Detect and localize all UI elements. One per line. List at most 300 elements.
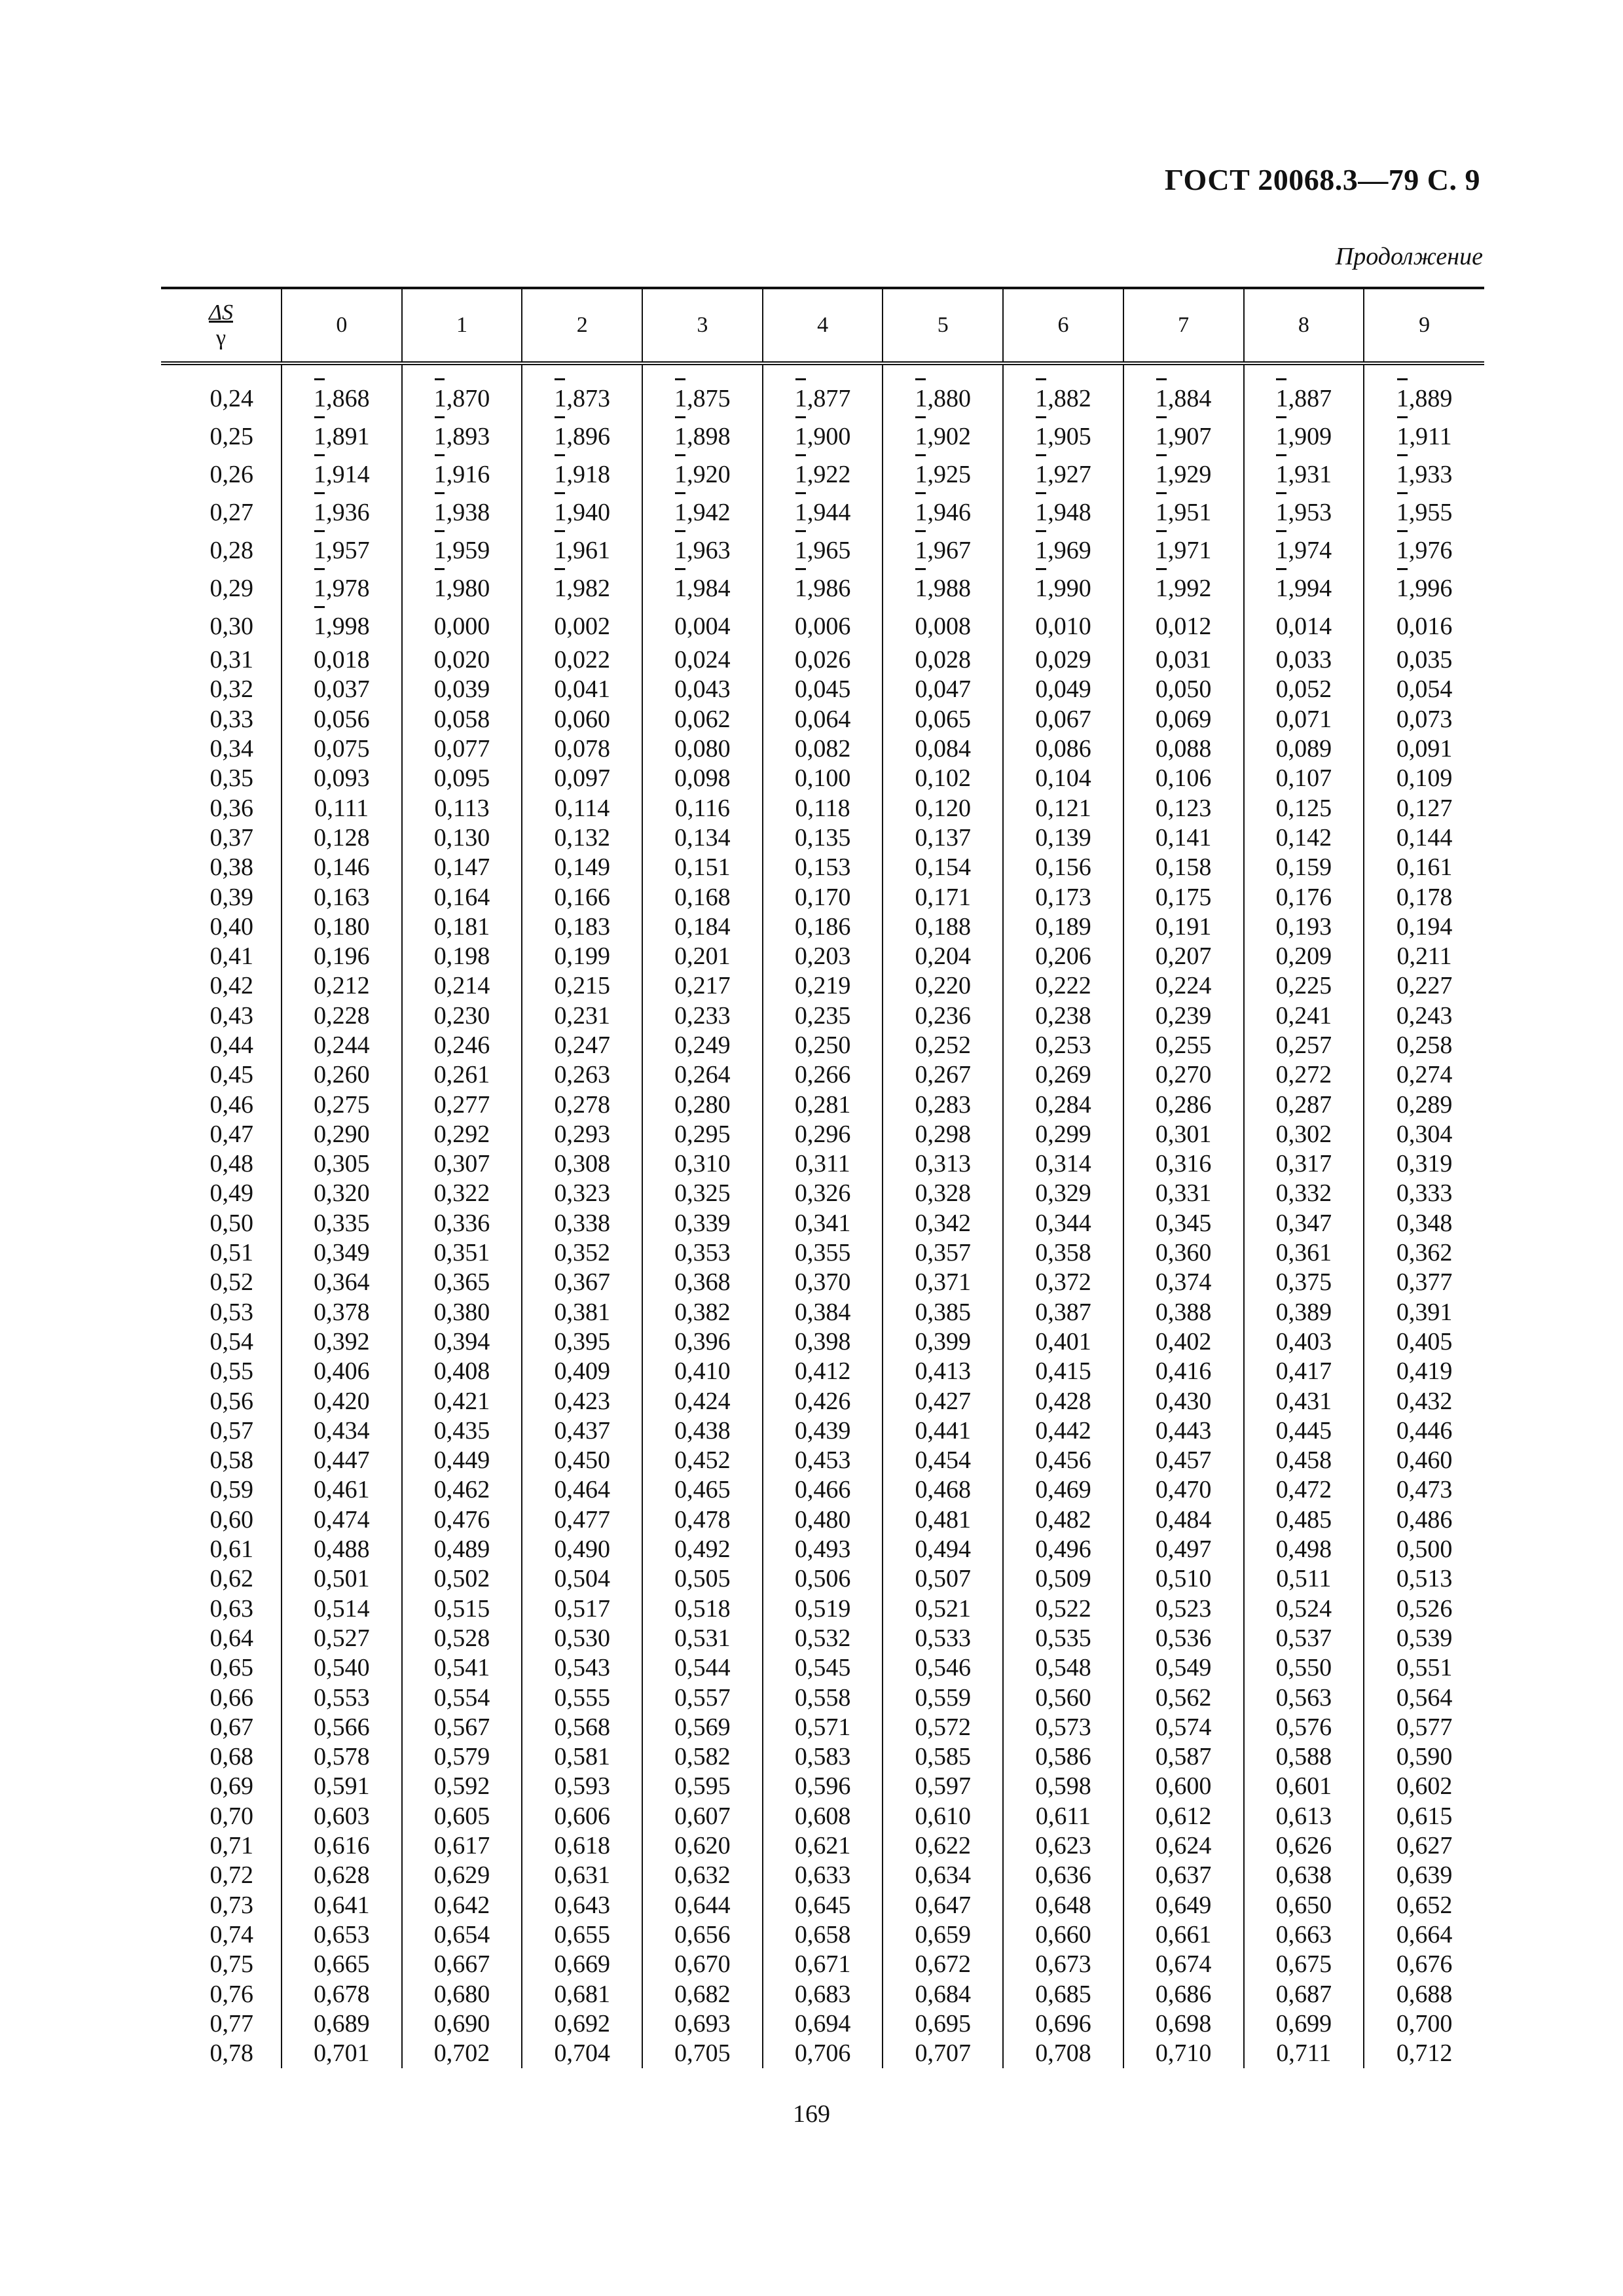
table-cell: 0,249 — [642, 1031, 763, 1060]
bar-digit: 1 — [554, 531, 566, 569]
table-cell: 1,893 — [402, 418, 522, 456]
table-cell: 0,020 — [402, 645, 522, 675]
table-cell: 0,372 — [1003, 1268, 1123, 1297]
table-cell: 0,168 — [642, 882, 763, 912]
table-cell: 0,401 — [1003, 1327, 1123, 1357]
table-cell: 0,490 — [522, 1535, 642, 1564]
table-row — [161, 1268, 1484, 1297]
row-label: 0,72 — [210, 1861, 253, 1890]
row-label: 0,52 — [210, 1268, 253, 1297]
table-row — [161, 1802, 1484, 1831]
table-row — [161, 1653, 1484, 1683]
table-cell: 1,944 — [763, 493, 883, 531]
table-cell: 0,510 — [1123, 1564, 1244, 1594]
table-cell: 1,887 — [1244, 363, 1364, 418]
table-row — [161, 853, 1484, 882]
table-cell: 0,435 — [402, 1416, 522, 1446]
table-cell: 0,252 — [883, 1031, 1003, 1060]
table-cell: 0,236 — [883, 1001, 1003, 1031]
table-cell: 0,641 — [282, 1890, 402, 1920]
table-cell: 0,012 — [1123, 607, 1244, 645]
row-label: 0,67 — [210, 1713, 253, 1741]
table-cell: 0,593 — [522, 1772, 642, 1801]
table-cell: 0,612 — [1123, 1802, 1244, 1831]
table-cell: 0,535 — [1003, 1624, 1123, 1653]
bar-digit: 1 — [434, 531, 447, 569]
table-row — [161, 493, 1484, 531]
table-row — [161, 1446, 1484, 1475]
table-cell: 0,511 — [1244, 1564, 1364, 1594]
table-cell: 0,244 — [282, 1031, 402, 1060]
table-cell: 0,382 — [642, 1298, 763, 1327]
table-cell: 1,884 — [1123, 363, 1244, 418]
table-cell: 0,405 — [1364, 1327, 1484, 1357]
table-cell: 0,473 — [1364, 1475, 1484, 1505]
table-cell: 0,590 — [1364, 1742, 1484, 1772]
table-cell: 0,399 — [883, 1327, 1003, 1357]
table-cell: 0,189 — [1003, 912, 1123, 942]
row-label: 0,70 — [210, 1802, 253, 1830]
row-label: 0,61 — [210, 1535, 253, 1564]
table-cell: 0,238 — [1003, 1001, 1123, 1031]
table-cell: 1,909 — [1244, 418, 1364, 456]
row-label: 0,53 — [210, 1298, 253, 1326]
table-cell: 0,097 — [522, 764, 642, 793]
table-cell: 0,062 — [642, 705, 763, 734]
table-cell: 0,043 — [642, 675, 763, 704]
table-cell: 0,260 — [282, 1060, 402, 1090]
table-cell: 1,976 — [1364, 531, 1484, 569]
table-cell: 0,204 — [883, 942, 1003, 971]
bar-digit: 1 — [314, 607, 326, 645]
table-cell: 0,037 — [282, 675, 402, 704]
table-cell: 0,281 — [763, 1090, 883, 1119]
table-cell: 1,967 — [883, 531, 1003, 569]
table-cell: 0,712 — [1364, 2039, 1484, 2068]
table-cell: 1,880 — [883, 363, 1003, 418]
row-label: 0,28 — [210, 537, 253, 564]
table-cell: 0,222 — [1003, 971, 1123, 1001]
row-label: 0,60 — [210, 1505, 253, 1534]
table-cell: 1,922 — [763, 456, 883, 493]
table-cell: 0,398 — [763, 1327, 883, 1357]
bar-digit: 1 — [554, 418, 566, 456]
table-cell: 0,311 — [763, 1149, 883, 1179]
table-cell: 0,029 — [1003, 645, 1123, 675]
table-cell: 1,873 — [522, 363, 642, 418]
table-cell: 0,008 — [883, 607, 1003, 645]
table-cell: 0,292 — [402, 1120, 522, 1149]
table-cell: 0,634 — [883, 1861, 1003, 1890]
table-cell: 0,696 — [1003, 2009, 1123, 2039]
table-cell: 1,898 — [642, 418, 763, 456]
table-cell: 0,227 — [1364, 971, 1484, 1001]
table-cell: 0,449 — [402, 1446, 522, 1475]
bar-digit: 1 — [314, 380, 326, 418]
table-cell: 0,314 — [1003, 1149, 1123, 1179]
table-cell: 0,578 — [282, 1742, 402, 1772]
table-cell: 0,544 — [642, 1653, 763, 1683]
table-cell: 0,416 — [1123, 1357, 1244, 1386]
table-cell: 0,362 — [1364, 1238, 1484, 1268]
table-row — [161, 1890, 1484, 1920]
table-cell: 0,492 — [642, 1535, 763, 1564]
table-cell: 0,460 — [1364, 1446, 1484, 1475]
row-label: 0,25 — [210, 423, 253, 450]
table-cell: 0,367 — [522, 1268, 642, 1297]
table-cell: 0,339 — [642, 1209, 763, 1238]
table-cell: 0,257 — [1244, 1031, 1364, 1060]
table-cell: 0,402 — [1123, 1327, 1244, 1357]
table-cell: 0,127 — [1364, 793, 1484, 823]
table-cell: 0,681 — [522, 1979, 642, 2009]
table-cell: 0,207 — [1123, 942, 1244, 971]
table-cell: 0,304 — [1364, 1120, 1484, 1149]
table-cell: 0,142 — [1244, 823, 1364, 853]
table-cell: 0,231 — [522, 1001, 642, 1031]
column-header: 9 — [1364, 288, 1484, 363]
table-cell: 0,480 — [763, 1505, 883, 1535]
table-cell: 0,022 — [522, 645, 642, 675]
table-cell: 0,456 — [1003, 1446, 1123, 1475]
table-cell: 0,430 — [1123, 1386, 1244, 1416]
table-cell: 0,374 — [1123, 1268, 1244, 1297]
bar-digit: 1 — [915, 531, 928, 569]
table-cell: 0,548 — [1003, 1653, 1123, 1683]
table-cell: 0,443 — [1123, 1416, 1244, 1446]
table-cell: 0,184 — [642, 912, 763, 942]
table-cell: 0,325 — [642, 1179, 763, 1208]
table-row — [161, 1149, 1484, 1179]
table-cell: 0,147 — [402, 853, 522, 882]
table-row — [161, 1831, 1484, 1861]
table-cell: 0,488 — [282, 1535, 402, 1564]
table-cell: 0,481 — [883, 1505, 1003, 1535]
table-cell: 0,286 — [1123, 1090, 1244, 1119]
row-label: 0,48 — [210, 1150, 253, 1178]
table-cell: 0,158 — [1123, 853, 1244, 882]
log-table — [161, 287, 1484, 2068]
table-cell: 0,329 — [1003, 1179, 1123, 1208]
table-cell: 0,464 — [522, 1475, 642, 1505]
table-cell: 0,289 — [1364, 1090, 1484, 1119]
table-cell: 0,212 — [282, 971, 402, 1001]
table-cell: 1,988 — [883, 569, 1003, 607]
table-cell: 0,636 — [1003, 1861, 1123, 1890]
bar-digit: 1 — [1156, 569, 1168, 607]
table-cell: 0,540 — [282, 1653, 402, 1683]
table-cell: 0,392 — [282, 1327, 402, 1357]
table-cell: 0,661 — [1123, 1920, 1244, 1950]
table-cell: 0,266 — [763, 1060, 883, 1090]
row-label: 0,78 — [210, 2039, 253, 2068]
table-cell: 0,408 — [402, 1357, 522, 1386]
bar-digit: 1 — [795, 456, 807, 493]
table-cell: 0,452 — [642, 1446, 763, 1475]
table-row — [161, 1624, 1484, 1653]
table-cell: 0,498 — [1244, 1535, 1364, 1564]
table-cell: 0,132 — [522, 823, 642, 853]
table-cell: 0,024 — [642, 645, 763, 675]
table-cell: 1,889 — [1364, 363, 1484, 418]
table-cell: 0,180 — [282, 912, 402, 942]
table-cell: 0,502 — [402, 1564, 522, 1594]
table-cell: 0,500 — [1364, 1535, 1484, 1564]
table-cell: 0,545 — [763, 1653, 883, 1683]
row-label: 0,46 — [210, 1090, 253, 1119]
table-cell: 0,710 — [1123, 2039, 1244, 2068]
table-cell: 0,203 — [763, 942, 883, 971]
table-cell: 0,571 — [763, 1713, 883, 1742]
table-cell: 0,477 — [522, 1505, 642, 1535]
table-cell: 0,261 — [402, 1060, 522, 1090]
table-cell: 0,004 — [642, 607, 763, 645]
table-cell: 0,530 — [522, 1624, 642, 1653]
row-label: 0,54 — [210, 1327, 253, 1355]
table-cell: 0,375 — [1244, 1268, 1364, 1297]
table-cell: 0,497 — [1123, 1535, 1244, 1564]
table-cell: 0,664 — [1364, 1920, 1484, 1950]
table-cell: 0,672 — [883, 1950, 1003, 1979]
table-cell: 0,183 — [522, 912, 642, 942]
table-cell: 0,370 — [763, 1268, 883, 1297]
table-cell: 0,209 — [1244, 942, 1364, 971]
table-row — [161, 1179, 1484, 1208]
table-cell: 0,378 — [282, 1298, 402, 1327]
table-cell: 0,573 — [1003, 1713, 1123, 1742]
table-cell: 0,527 — [282, 1624, 402, 1653]
table-cell: 0,598 — [1003, 1772, 1123, 1801]
bar-digit: 1 — [314, 569, 326, 607]
bar-digit: 1 — [1035, 380, 1048, 418]
table-cell: 0,217 — [642, 971, 763, 1001]
table-cell: 0,616 — [282, 1831, 402, 1861]
table-cell: 1,959 — [402, 531, 522, 569]
column-header: 4 — [763, 288, 883, 363]
table-cell: 0,453 — [763, 1446, 883, 1475]
table-row — [161, 1772, 1484, 1801]
table-cell: 0,010 — [1003, 607, 1123, 645]
row-label: 0,56 — [210, 1387, 253, 1415]
table-cell: 0,523 — [1123, 1594, 1244, 1624]
table-cell: 1,914 — [282, 456, 402, 493]
bar-digit: 1 — [434, 456, 447, 493]
table-cell: 0,278 — [522, 1090, 642, 1119]
column-header: 5 — [883, 288, 1003, 363]
table-cell: 0,517 — [522, 1594, 642, 1624]
bar-digit: 1 — [554, 456, 566, 493]
table-cell: 0,478 — [642, 1505, 763, 1535]
table-cell: 0,613 — [1244, 1802, 1364, 1831]
table-cell: 0,655 — [522, 1920, 642, 1950]
table-cell: 0,476 — [402, 1505, 522, 1535]
table-cell: 0,264 — [642, 1060, 763, 1090]
table-cell: 0,113 — [402, 793, 522, 823]
table-cell: 0,461 — [282, 1475, 402, 1505]
table-cell: 1,965 — [763, 531, 883, 569]
table-cell: 0,650 — [1244, 1890, 1364, 1920]
table-row — [161, 942, 1484, 971]
table-cell: 0,214 — [402, 971, 522, 1001]
table-cell: 1,969 — [1003, 531, 1123, 569]
table-cell: 0,695 — [883, 2009, 1003, 2039]
table-cell: 0,528 — [402, 1624, 522, 1653]
table-cell: 0,426 — [763, 1386, 883, 1416]
table-cell: 0,638 — [1244, 1861, 1364, 1890]
table-row — [161, 1535, 1484, 1564]
table-cell: 0,600 — [1123, 1772, 1244, 1801]
table-cell: 0,086 — [1003, 734, 1123, 764]
table-cell: 0,603 — [282, 1802, 402, 1831]
table-cell: 0,045 — [763, 675, 883, 704]
table-cell: 0,557 — [642, 1683, 763, 1712]
table-cell: 0,031 — [1123, 645, 1244, 675]
table-cell: 0,095 — [402, 764, 522, 793]
table-row — [161, 1683, 1484, 1712]
bar-digit: 1 — [1035, 569, 1048, 607]
table-cell: 0,296 — [763, 1120, 883, 1149]
table-cell: 0,171 — [883, 882, 1003, 912]
table-cell: 0,686 — [1123, 1979, 1244, 2009]
table-cell: 0,344 — [1003, 1209, 1123, 1238]
table-cell: 0,313 — [883, 1149, 1003, 1179]
table-cell: 0,522 — [1003, 1594, 1123, 1624]
table-cell: 0,427 — [883, 1386, 1003, 1416]
table-cell: 1,920 — [642, 456, 763, 493]
table-cell: 0,704 — [522, 2039, 642, 2068]
continuation-label: Продолжение — [1335, 243, 1483, 270]
table-cell: 0,628 — [282, 1861, 402, 1890]
table-cell: 0,293 — [522, 1120, 642, 1149]
table-cell: 0,602 — [1364, 1772, 1484, 1801]
table-cell: 0,501 — [282, 1564, 402, 1594]
table-row — [161, 1060, 1484, 1090]
table-cell: 0,364 — [282, 1268, 402, 1297]
table-cell: 1,933 — [1364, 456, 1484, 493]
row-label: 0,64 — [210, 1624, 253, 1652]
row-label: 0,35 — [210, 764, 253, 793]
bar-digit: 1 — [1276, 418, 1288, 456]
table-cell: 0,194 — [1364, 912, 1484, 942]
table-cell: 0,412 — [763, 1357, 883, 1386]
table-cell: 1,994 — [1244, 569, 1364, 607]
table-cell: 0,263 — [522, 1060, 642, 1090]
table-cell: 0,532 — [763, 1624, 883, 1653]
table-cell: 0,272 — [1244, 1060, 1364, 1090]
table-cell: 1,931 — [1244, 456, 1364, 493]
table-row — [161, 1298, 1484, 1327]
table-cell: 0,351 — [402, 1238, 522, 1268]
table-cell: 0,368 — [642, 1268, 763, 1297]
bar-digit: 1 — [314, 418, 326, 456]
table-cell: 0,482 — [1003, 1505, 1123, 1535]
table-cell: 0,287 — [1244, 1090, 1364, 1119]
table-cell: 0,596 — [763, 1772, 883, 1801]
table-cell: 1,940 — [522, 493, 642, 531]
table-cell: 0,054 — [1364, 675, 1484, 704]
table-cell: 0,549 — [1123, 1653, 1244, 1683]
table-cell: 1,936 — [282, 493, 402, 531]
table-cell: 0,323 — [522, 1179, 642, 1208]
table-cell: 0,647 — [883, 1890, 1003, 1920]
table-cell: 0,163 — [282, 882, 402, 912]
row-label: 0,41 — [210, 942, 253, 971]
table-cell: 0,526 — [1364, 1594, 1484, 1624]
table-cell: 0,474 — [282, 1505, 402, 1535]
table-row — [161, 363, 1484, 418]
table-cell: 0,588 — [1244, 1742, 1364, 1772]
table-cell: 0,692 — [522, 2009, 642, 2039]
table-row — [161, 823, 1484, 853]
table-cell: 0,423 — [522, 1386, 642, 1416]
bar-digit: 1 — [1156, 418, 1168, 456]
table-cell: 0,465 — [642, 1475, 763, 1505]
row-label: 0,38 — [210, 853, 253, 882]
table-cell: 1,911 — [1364, 418, 1484, 456]
table-cell: 0,394 — [402, 1327, 522, 1357]
table-cell: 0,645 — [763, 1890, 883, 1920]
table-cell: 0,566 — [282, 1713, 402, 1742]
table-cell: 0,388 — [1123, 1298, 1244, 1327]
table-cell: 0,627 — [1364, 1831, 1484, 1861]
table-cell: 0,683 — [763, 1979, 883, 2009]
table-cell: 0,239 — [1123, 1001, 1244, 1031]
table-cell: 0,389 — [1244, 1298, 1364, 1327]
table-cell: 0,166 — [522, 882, 642, 912]
table-cell: 0,104 — [1003, 764, 1123, 793]
table-cell: 0,608 — [763, 1802, 883, 1831]
bar-digit: 1 — [674, 531, 687, 569]
bar-digit: 1 — [1156, 493, 1168, 531]
table-cell: 0,186 — [763, 912, 883, 942]
table-cell: 0,377 — [1364, 1268, 1484, 1297]
table-cell: 0,437 — [522, 1416, 642, 1446]
table-cell: 0,624 — [1123, 1831, 1244, 1861]
table-cell: 0,341 — [763, 1209, 883, 1238]
table-cell: 0,018 — [282, 645, 402, 675]
table-row — [161, 1564, 1484, 1594]
table-cell: 0,623 — [1003, 1831, 1123, 1861]
table-cell: 0,308 — [522, 1149, 642, 1179]
column-header: 2 — [522, 288, 642, 363]
bar-digit: 1 — [1396, 493, 1409, 531]
table-cell: 0,592 — [402, 1772, 522, 1801]
table-cell: 0,041 — [522, 675, 642, 704]
table-cell: 0,050 — [1123, 675, 1244, 704]
row-label: 0,63 — [210, 1594, 253, 1623]
row-label: 0,66 — [210, 1683, 253, 1712]
row-label: 0,71 — [210, 1832, 253, 1860]
table-cell: 0,267 — [883, 1060, 1003, 1090]
table-cell: 0,601 — [1244, 1772, 1364, 1801]
table-cell: 0,615 — [1364, 1802, 1484, 1831]
table-row — [161, 882, 1484, 912]
table-cell: 0,361 — [1244, 1238, 1364, 1268]
table-cell: 0,120 — [883, 793, 1003, 823]
table-cell: 0,707 — [883, 2039, 1003, 2068]
row-label: 0,57 — [210, 1416, 253, 1444]
bar-digit: 1 — [1276, 456, 1288, 493]
table-cell: 1,996 — [1364, 569, 1484, 607]
table-cell: 0,338 — [522, 1209, 642, 1238]
table-cell: 1,992 — [1123, 569, 1244, 607]
table-row — [161, 1920, 1484, 1950]
table-cell: 0,410 — [642, 1357, 763, 1386]
table-cell: 0,352 — [522, 1238, 642, 1268]
row-label: 0,47 — [210, 1120, 253, 1148]
table-cell: 0,504 — [522, 1564, 642, 1594]
row-label: 0,39 — [210, 883, 253, 911]
